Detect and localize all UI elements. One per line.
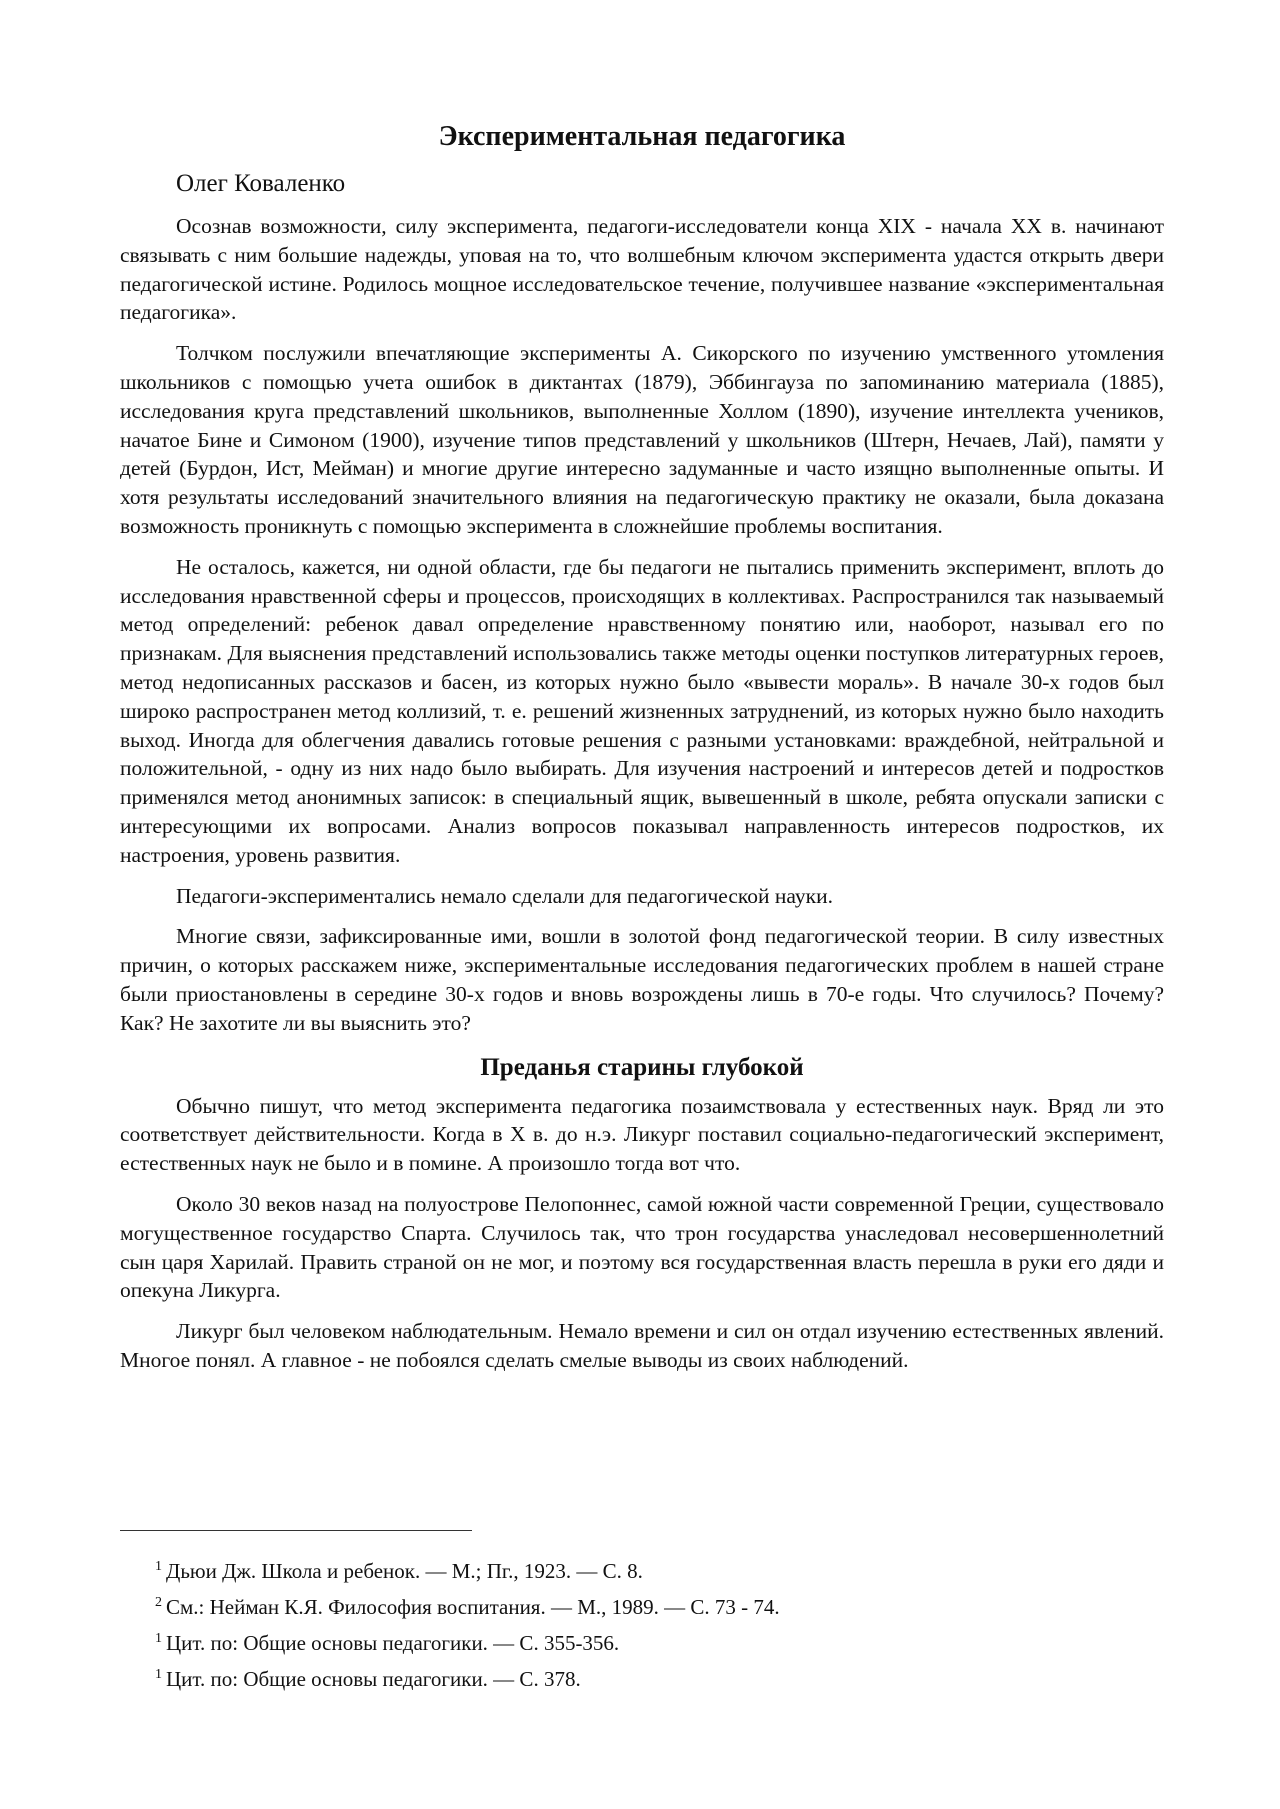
paragraph: Многие связи, зафиксированные ими, вошли в золотой фонд педагогической теории. В силу известных причин, о которых расскажем ниже, экспериментальные исследования педагогических проблем в нашей стране были приостановлены в середине 30-х годов и вновь возрождены лишь в 70-е годы. Что случилось? Почему? Как? Не захотите ли вы выяснить это? — [120, 924, 1164, 1035]
footnotes — [120, 1530, 1164, 1697]
footnote-text: См.: Нейман К.Я. Философия воспитания. — М., 1989. — С. 73 - 74. — [166, 1595, 780, 1619]
paragraph: Осознав возможности, силу эксперимента, педагоги-исследователи конца XIX - начала XX в. начинают связывать с ним большие надежды, уповая на то, что волшебным ключом эксперимента удастся открыть двери педагогической истине. Родилось мощное исследовательское течение, получившее название «экспериментальная педагогика». — [120, 214, 1164, 325]
paragraph: Педагоги-экспериментались немало сделали для педагогической науки. — [176, 883, 833, 908]
footnote-number: 1 — [155, 1559, 162, 1574]
footnote-text: Цит. по: Общие основы педагогики. — С. 378. — [166, 1667, 581, 1691]
paragraph: Толчком послужили впечатляющие эксперименты А. Сикорского по изучению умственного утомления школьников с помощью учета ошибок в диктантах (1879), Эббингауза по запоминанию материала (1885), исследования круга представлений школьников, выполненные Холлом (1890), изучение интеллекта учеников, начатое Бине и Симоном (1900), изучение типов представлений у школьников (Штерн, Нечаев, Лай), памяти у детей (Бурдон, Ист, Мейман) и многие другие интересно задуманные и часто изящно выполненные опыты. И хотя результаты исследований значительного влияния на педагогическую практику не оказали, была доказана возможность проникнуть с помощью эксперимента в сложнейшие проблемы воспитания. — [120, 341, 1164, 538]
footnote — [155, 1553, 1164, 1585]
footnote — [155, 1589, 1164, 1621]
paragraph: Ликург был человеком наблюдательным. Немало времени и сил он отдал изучению естественных явлений. Многое понял. А главное - не побоялся сделать смелые выводы из своих наблюдений. — [120, 1319, 1164, 1372]
footnote — [155, 1625, 1164, 1657]
footnote-number: 1 — [155, 1631, 162, 1646]
paragraph: Около 30 веков назад на полуострове Пелопоннес, самой южной части современной Греции, существовало могущественное государство Спарта. Случилось так, что трон государства унаследовал несовершеннолетний сын царя Харилай. Править страной он не мог, и поэтому вся государственная власть перешла в руки его дяди и опекуна Ликурга. — [120, 1191, 1164, 1303]
section-heading: Преданья старины глубокой — [480, 1053, 804, 1081]
footnote-divider — [120, 1530, 472, 1531]
footnote-number: 1 — [155, 1667, 162, 1682]
footnote — [155, 1661, 1164, 1693]
document-title: Экспериментальная педагогика — [438, 121, 846, 152]
paragraph: Обычно пишут, что метод эксперимента педагогика позаимствовала у естественных наук. Вряд ли это соответствует действительности. Когда в X в. до н.э. Ликург поставил социально-педагогический эксперимент, естественных наук не было и в помине. А произошло тогда вот что. — [120, 1093, 1164, 1176]
paragraph: Не осталось, кажется, ни одной области, где бы педагоги не пытались применить эксперимент, вплоть до исследования нравственной сферы и процессов, происходящих в коллективах. Распространился так называемый метод определений: ребенок давал определение нравственному понятию или, наоборот, называл его по признакам. Для выяснения представлений использовались также методы оценки поступков литературных героев, метод недописанных рассказов и басен, из которых нужно было «вывести мораль». В начале 30-х годов был широко распространен метод коллизий, т. е. решений жизненных затруднений, из которых нужно было находить выход. Иногда для облегчения давались готовые решения с разными установками: враждебной, нейтральной и положительной, - одну из них надо было выбирать. Для изучения настроений и интересов детей и подростков применялся метод анонимных записок: в специальный ящик, вывешенный в школе, ребята опускали записки с интересующими их вопросами. Анализ вопросов показывал направленность интересов подростков, их настроения, уровень развития. — [120, 554, 1164, 867]
footnote-text: Цит. по: Общие основы педагогики. — С. 355-356. — [166, 1631, 620, 1655]
footnote-number: 2 — [155, 1595, 162, 1610]
author-name: Олег Коваленко — [176, 170, 346, 197]
document-page — [120, 120, 1164, 1387]
footnote-text: Дьюи Дж. Школа и ребенок. — М.; Пг., 1923. — С. 8. — [166, 1559, 643, 1583]
